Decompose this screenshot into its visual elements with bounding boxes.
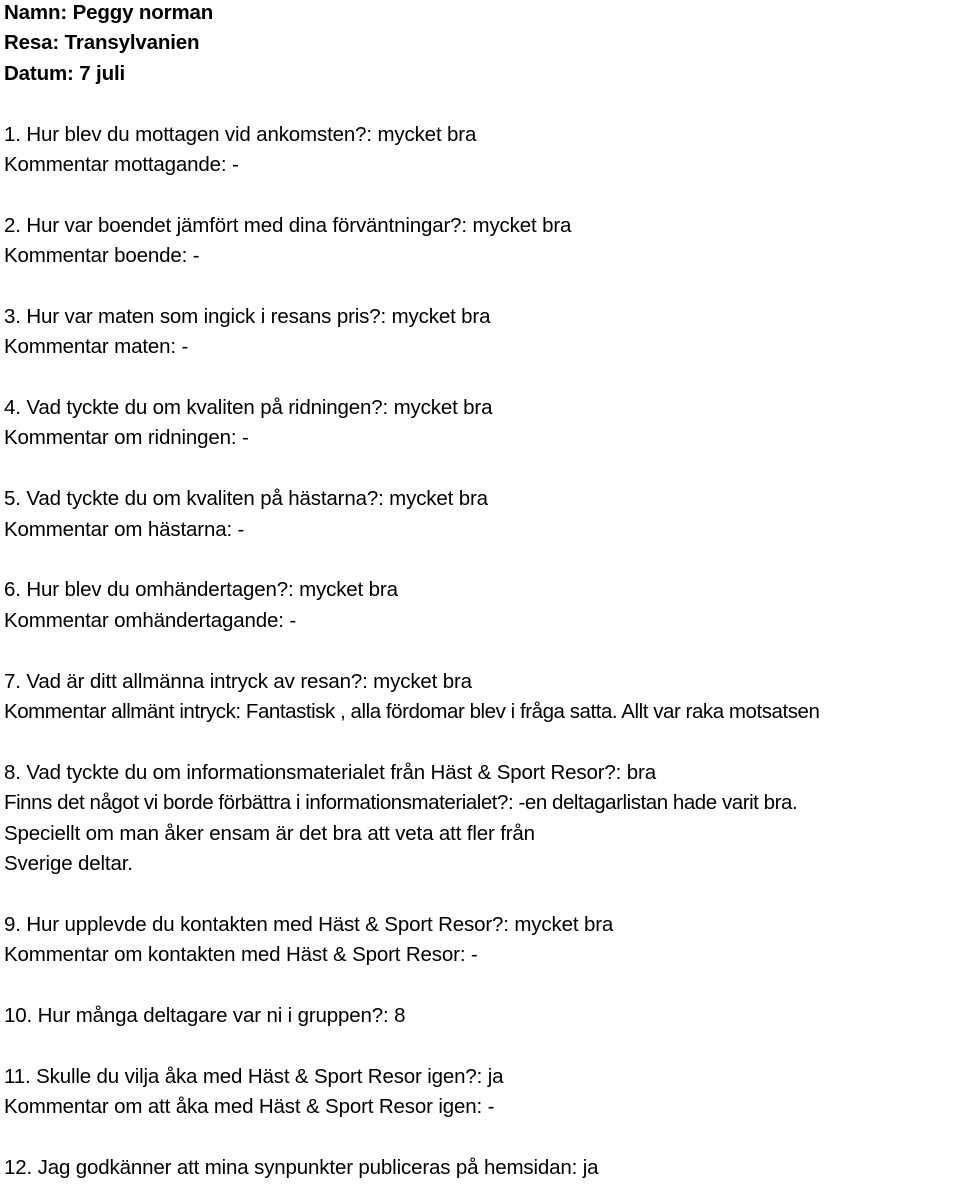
question-7: 7. Vad är ditt allmänna intryck av resan?: mycket bra <box>4 669 472 693</box>
question-5: 5. Vad tyckte du om kvaliten på hästarna?: mycket bra <box>4 487 488 511</box>
spacer <box>4 727 960 757</box>
question-3: 3. Hur var maten som ingick i resans pris?: mycket bra <box>4 304 491 328</box>
question-2: 2. Hur var boendet jämfört med dina förväntningar?: mycket bra <box>4 213 572 237</box>
question-4: 4. Vad tyckte du om kvaliten på ridningen?: mycket bra <box>4 396 493 420</box>
comment-8: Finns det något vi borde förbättra i informationsmaterialet?: -en deltagarlistan hade varit bra. <box>4 791 798 815</box>
question-6: 6. Hur blev du omhändertagen?: mycket bra <box>4 578 398 602</box>
comment-8-line-2: Speciellt om man åker ensam är det bra att veta att fler från <box>4 821 535 845</box>
comment-6: Kommentar omhändertagande: - <box>4 608 297 632</box>
comment-3: Kommentar maten: - <box>4 335 189 359</box>
comment-8-line-3: Sverige deltar. <box>4 851 133 875</box>
comment-11: Kommentar om att åka med Häst & Sport Resor igen: - <box>4 1095 495 1119</box>
question-8: 8. Vad tyckte du om informationsmaterialet från Häst & Sport Resor?: bra <box>4 760 656 784</box>
respondent-name: Namn: Peggy norman <box>4 1 214 24</box>
question-11: 11. Skulle du vilja åka med Häst & Sport Resor igen?: ja <box>4 1064 504 1088</box>
comment-4: Kommentar om ridningen: - <box>4 426 249 450</box>
comment-2: Kommentar boende: - <box>4 244 200 268</box>
trip-name: Resa: Transylvanien <box>4 31 200 55</box>
spacer <box>4 180 960 210</box>
survey-document <box>4 0 960 1183</box>
spacer <box>4 1031 960 1061</box>
spacer <box>4 363 960 393</box>
spacer <box>4 636 960 666</box>
spacer <box>4 454 960 484</box>
spacer <box>4 971 960 1001</box>
comment-9: Kommentar om kontakten med Häst & Sport Resor: - <box>4 943 478 967</box>
question-1: 1. Hur blev du mottagen vid ankomsten?: mycket bra <box>4 122 477 146</box>
comment-1: Kommentar mottagande: - <box>4 152 239 176</box>
comment-7: Kommentar allmänt intryck: Fantastisk , alla fördomar blev i fråga satta. Allt var raka motsatsen <box>4 699 820 723</box>
spacer <box>4 1122 960 1152</box>
question-10: 10. Hur många deltagare var ni i gruppen?: 8 <box>4 1003 406 1027</box>
spacer <box>4 272 960 302</box>
comment-5: Kommentar om hästarna: - <box>4 517 245 541</box>
spacer <box>4 89 960 119</box>
trip-date: Datum: 7 juli <box>4 61 126 85</box>
question-9: 9. Hur upplevde du kontakten med Häst & Sport Resor?: mycket bra <box>4 912 614 936</box>
spacer <box>4 879 960 909</box>
question-12: 12. Jag godkänner att mina synpunkter publiceras på hemsidan: ja <box>4 1155 599 1179</box>
spacer <box>4 545 960 575</box>
